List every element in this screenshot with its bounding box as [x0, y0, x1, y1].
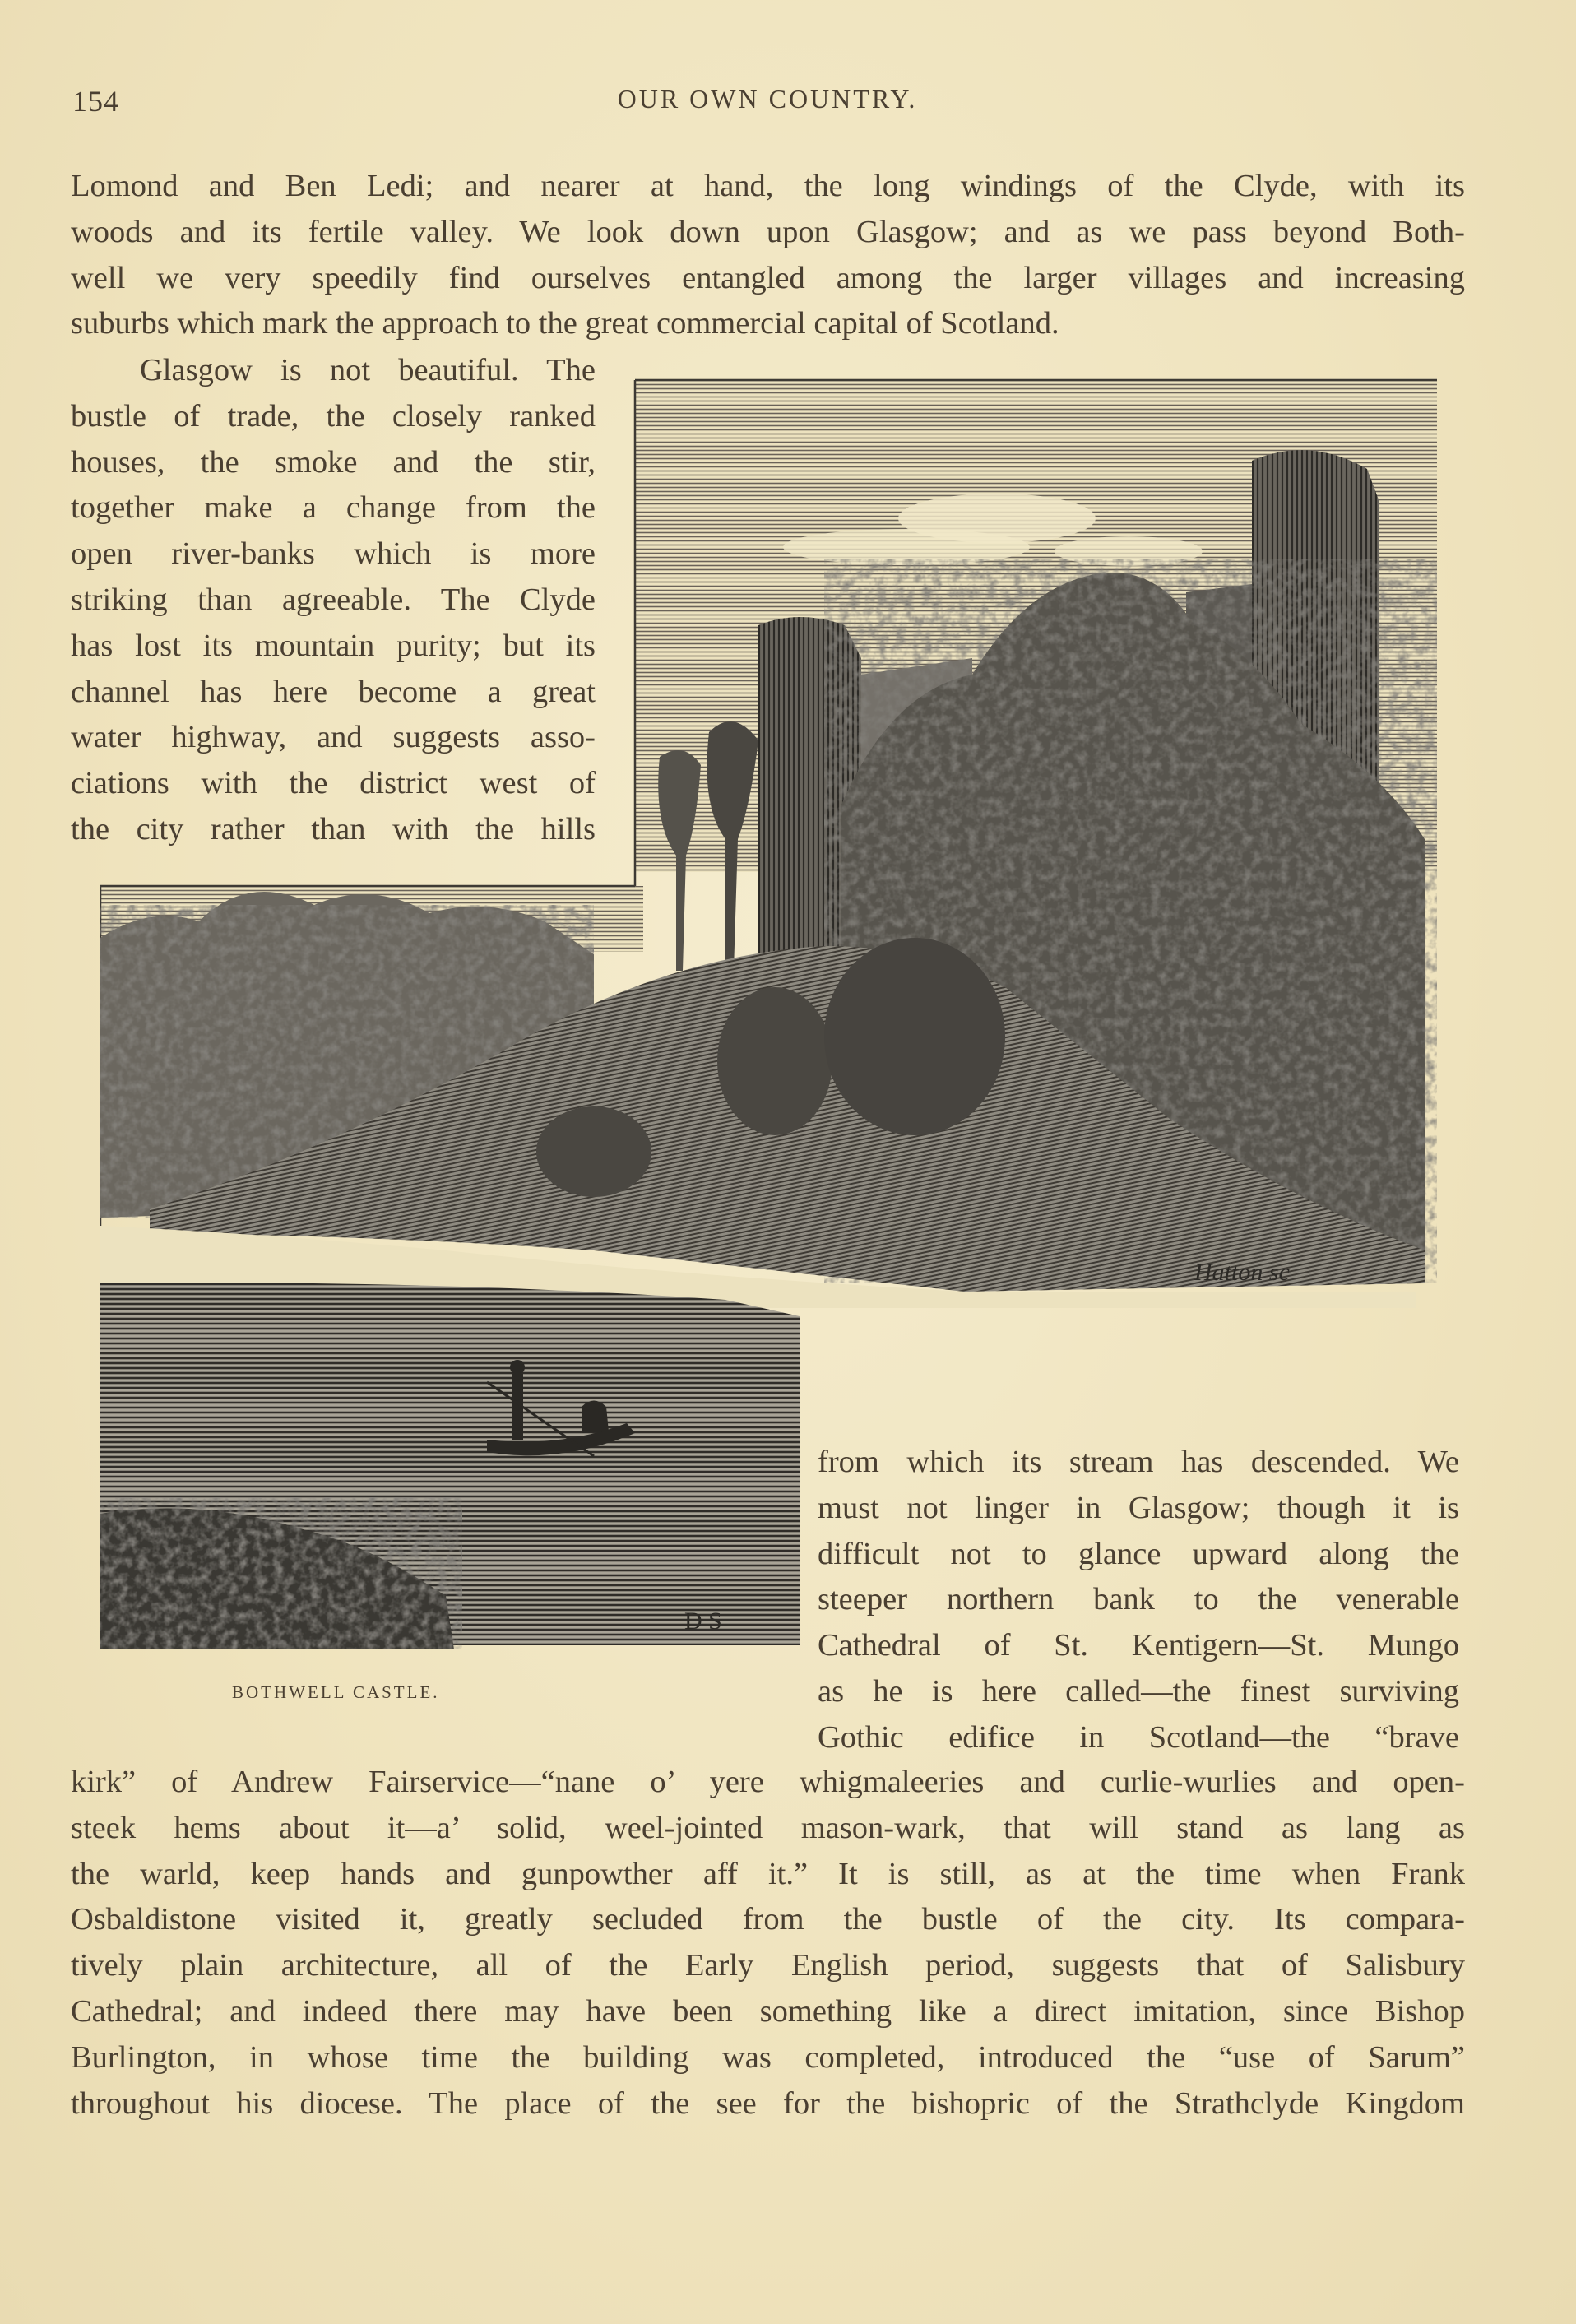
text-line: Cathedral; and indeed there may have been something like a direct imitation, since Bishop — [71, 1993, 1465, 2029]
text-line: difficult not to glance upward along the — [818, 1536, 1459, 1571]
paragraph-1 — [71, 164, 1465, 347]
text-line: channel has here become a great — [71, 674, 596, 709]
bush — [536, 1106, 651, 1197]
text-line: throughout his diocese. The place of the see for the bishopric of the Strathclyde Kingdom — [71, 2085, 1465, 2121]
text-line: bustle of trade, the closely ranked — [71, 398, 596, 434]
text-line: as he is here called—the finest surviving — [818, 1673, 1459, 1709]
page-header — [72, 84, 1462, 125]
text-line: kirk” of Andrew Fairservice—“nane o’ yere whigmaleeries and curlie-wurlies and open- — [71, 1765, 1465, 1799]
page-number: 154 — [72, 85, 119, 118]
text-line: Gothic edifice in Scotland—the “brave — [818, 1719, 1459, 1755]
text-line: ciations with the district west of — [71, 766, 596, 801]
text-line: steeper northern bank to the venerable — [818, 1582, 1459, 1617]
text-line: the warld, keep hands and gunpowther aff it.” It is still, as at the time when Frank — [71, 1856, 1465, 1891]
paragraph-4 — [71, 1760, 1465, 2127]
text-line: woods and its fertile valley. We look down upon Glasgow; and as we pass beyond Both- — [71, 214, 1465, 249]
text-line: the city rather than with the hills — [71, 811, 596, 847]
text-line: Osbaldistone visited it, greatly secluded from the bustle of the city. Its compara- — [71, 1902, 1465, 1937]
engraver-signature-right: Hatton sc — [1194, 1259, 1290, 1286]
text-line: together make a change from the — [71, 490, 596, 526]
text-line: Cathedral of St. Kentigern—St. Mungo — [818, 1628, 1459, 1663]
text-line: must not linger in Glasgow; though it is — [818, 1490, 1459, 1525]
bush — [824, 938, 1005, 1135]
engraver-signature-left: D S — [684, 1607, 722, 1635]
seated-figure — [582, 1401, 609, 1434]
text-line: houses, the smoke and the stir, — [71, 444, 596, 480]
text-line: Burlington, in whose time the building was completed, introduced the “use of Sarum” — [71, 2039, 1465, 2075]
text-line: well we very speedily find ourselves entangled among the larger villages and increasing — [71, 260, 1465, 295]
bush — [717, 987, 832, 1135]
running-title: OUR OWN COUNTRY. — [617, 84, 918, 114]
text-line: water highway, and suggests asso- — [71, 720, 596, 755]
text-line: Lomond and Ben Ledi; and nearer at hand, the long windings of the Clyde, with its — [71, 169, 1465, 203]
text-line: suburbs which mark the approach to the great commercial capital of Scotland. — [71, 306, 1059, 341]
text-line: open river-banks which is more — [71, 536, 596, 572]
text-line: steek hems about it—a’ solid, weel-jointed mason-wark, that will stand as lang as — [71, 1810, 1465, 1845]
text-line: has lost its mountain purity; but its — [71, 628, 596, 663]
text-line: Glasgow is not beautiful. The — [140, 353, 596, 387]
paragraph-3 — [818, 1440, 1459, 1761]
illustration-caption: BOTHWELL CASTLE. — [232, 1682, 440, 1702]
text-line: striking than agreeable. The Clyde — [71, 582, 596, 617]
text-line: from which its stream has descended. We — [818, 1445, 1459, 1479]
text-line: tively plain architecture, all of the Early English period, suggests that of Salisbury — [71, 1948, 1465, 1983]
